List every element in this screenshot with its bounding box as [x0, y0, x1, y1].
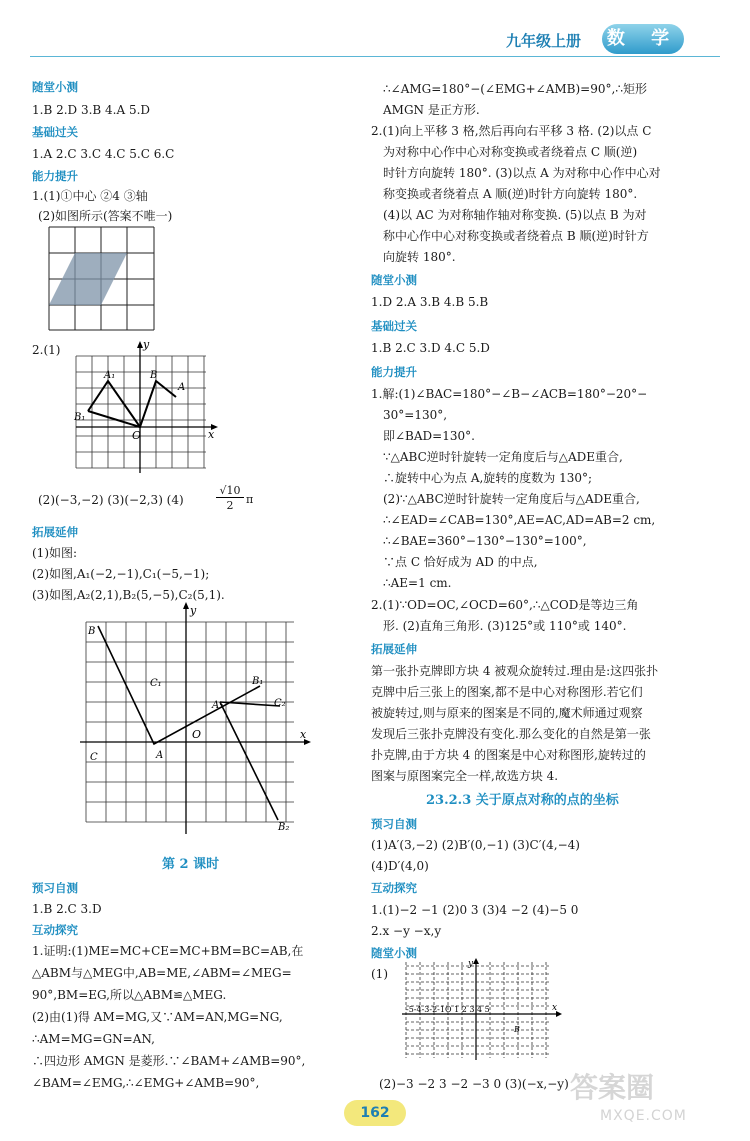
- axis-label-x: x: [208, 428, 215, 441]
- lesson-subheading: 23.2.3 关于原点对称的点的坐标: [426, 793, 619, 808]
- answer-line: 称中心作中心对称变换或者绕着点 B 顺(逆)时针方: [383, 229, 649, 243]
- answer-line: 1.B 2.C 3.D: [32, 902, 102, 916]
- coordinate-figure-3: [80, 598, 316, 838]
- answer-line: 1.解:(1)∠BAC=180°−∠B−∠ACB=180°−20°−: [371, 387, 648, 401]
- answer-line: (2)∵△ABC逆时针旋转一定角度后与△ADE重合,: [383, 492, 640, 506]
- answer-line: (2)由(1)得 AM=MG,又∵AM=AN,MG=NG,: [32, 1010, 283, 1024]
- answer-line: 2.(1)向上平移 3 格,然后再向右平移 3 格. (2)以点 C: [371, 124, 652, 138]
- axis-label-y: y: [190, 604, 197, 617]
- answer-line: (1)A′(3,−2) (2)B′(0,−1) (3)C′(4,−4): [371, 838, 580, 852]
- answer-line: ∴AM=MG=GN=AN,: [32, 1032, 155, 1046]
- origin-label: O: [132, 429, 142, 442]
- answer-line: (1)如图:: [32, 546, 78, 560]
- answer-line: 第一张扑克牌即方块 4 被观众旋转过.理由是:这四张扑: [371, 664, 659, 678]
- answer-line: 30°=130°,: [383, 408, 448, 422]
- point-label: A₂: [212, 700, 224, 711]
- lesson-subheading: 第 2 课时: [162, 857, 220, 872]
- answer-line: ∵点 C 恰好成为 AD 的中点,: [383, 555, 538, 569]
- axis-tick-numbers: -5-4-3-2-1O 1 2 3 4 5: [406, 1005, 490, 1014]
- section-heading: 互动探究: [371, 881, 417, 895]
- answer-line: 1.A 2.C 3.C 4.C 5.C 6.C: [32, 147, 175, 161]
- point-label: B: [150, 370, 158, 381]
- answer-line: 90°,BM=EG,所以△ABM≌△MEG.: [32, 988, 227, 1002]
- point-label: B₁: [74, 412, 86, 423]
- answer-line: (2)(−3,−2) (3)(−2,3) (4): [38, 493, 184, 507]
- answer-line: ∠BAM=∠EMG,∴∠EMG+∠AMB=90°,: [32, 1076, 260, 1090]
- section-heading: 拓展延伸: [371, 642, 417, 656]
- section-heading: 随堂小测: [32, 80, 78, 94]
- coordinate-figure-2: [68, 338, 218, 478]
- header-subject-badge: 数 学: [602, 24, 684, 54]
- section-heading: 互动探究: [32, 923, 78, 937]
- point-label: B: [88, 626, 96, 637]
- origin-label: O: [192, 728, 202, 741]
- answer-line: ∴∠AMG=180°−(∠EMG+∠AMB)=90°,∴矩形: [383, 82, 647, 96]
- watermark-url: MXQE.COM: [600, 1108, 687, 1124]
- answer-line: AMGN 是正方形.: [383, 103, 480, 117]
- point-label: C₂: [274, 698, 286, 709]
- answer-line: △ABM与△MEG中,AB=ME,∠ABM=∠MEG=: [32, 966, 292, 980]
- answer-line: 1.(1)−2 −1 (2)0 3 (3)4 −2 (4)−5 0: [371, 903, 579, 917]
- point-label: C₁: [150, 678, 162, 689]
- answer-line: 发现后三张扑克牌没有变化.那么变化的自然是第一张: [371, 727, 651, 741]
- point-label: C: [90, 752, 98, 763]
- answer-line: 1.(1)①中心 ②4 ③轴: [32, 189, 148, 203]
- answer-line: ∴AE=1 cm.: [383, 576, 452, 590]
- axis-label-y: y: [468, 959, 474, 969]
- section-heading: 能力提升: [371, 365, 417, 379]
- answer-line: 即∠BAD=130°.: [383, 429, 475, 443]
- answer-line: (1): [371, 967, 388, 981]
- header-grade: 九年级上册: [506, 32, 582, 50]
- point-label: A: [178, 382, 186, 393]
- section-heading: 预习自测: [371, 817, 417, 831]
- answer-line: 2.(1): [32, 343, 61, 357]
- answer-line: 扑克牌,由于方块 4 的图案是中心对称图形,旋转过的: [371, 748, 646, 762]
- answer-line: (4)以 AC 为对称轴作轴对称变换. (5)以点 B 为对: [383, 208, 647, 222]
- answer-line: (2)如图所示(答案不唯一): [38, 209, 173, 223]
- answer-line: (4)D′(4,0): [371, 859, 429, 873]
- section-heading: 能力提升: [32, 169, 78, 183]
- answer-line: 为对称中心作中心对称变换或者绕着点 C 顺(逆): [383, 145, 638, 159]
- header-rule: [30, 56, 720, 57]
- answer-line: 时针方向旋转 180°. (3)以点 A 为对称中心作中心对: [383, 166, 661, 180]
- answer-line: ∵△ABC逆时针旋转一定角度后与△ADE重合,: [383, 450, 623, 464]
- answer-line: (2)如图,A₁(−2,−1),C₁(−5,−1);: [32, 567, 210, 581]
- fraction-numerator: √10: [216, 484, 244, 498]
- point-label: A: [156, 750, 164, 761]
- point-label: B: [514, 1025, 520, 1034]
- answer-line: 形. (2)直角三角形. (3)125°或 110°或 140°.: [383, 619, 627, 633]
- answer-line: 1.B 2.C 3.D 4.C 5.D: [371, 341, 490, 355]
- axis-label-x: x: [552, 1003, 558, 1013]
- page-number: 162: [344, 1100, 406, 1126]
- answer-line: 称变换或者绕着点 A 顺(逆)时针方向旋转 180°.: [383, 187, 638, 201]
- axis-label-y: y: [143, 338, 150, 351]
- point-label: B₂: [278, 822, 290, 833]
- answer-line: 1.B 2.D 3.B 4.A 5.D: [32, 103, 151, 117]
- coordinate-figure-4: [398, 958, 568, 1060]
- pi-symbol: π: [246, 493, 254, 506]
- answer-line: ∴四边形 AMGN 是菱形.∵∠BAM+∠AMB=90°,: [32, 1054, 306, 1068]
- fraction-denominator: 2: [226, 499, 234, 512]
- axis-label-x: x: [300, 728, 307, 741]
- watermark-logo: 答案圈: [570, 1071, 655, 1104]
- section-heading: 预习自测: [32, 881, 78, 895]
- section-heading: 基础过关: [32, 125, 78, 139]
- answer-line: (2)−3 −2 3 −2 −3 0 (3)(−x,−y): [379, 1077, 569, 1091]
- answer-line: ∴∠BAE=360°−130°−130°=100°,: [383, 534, 587, 548]
- answer-line: 克牌中后三张上的图案,都不是中心对称图形.若它们: [371, 685, 643, 699]
- section-heading: 拓展延伸: [32, 525, 78, 539]
- answer-line: ∴旋转中心为点 A,旋转的度数为 130°;: [383, 471, 593, 485]
- answer-line: 2.(1)∵OD=OC,∠OCD=60°,∴△COD是等边三角: [371, 598, 639, 612]
- point-label: B₁: [252, 676, 264, 687]
- grid-figure-parallelogram: [48, 226, 158, 332]
- section-heading: 基础过关: [371, 319, 417, 333]
- section-heading: 随堂小测: [371, 946, 417, 960]
- answer-line: (3)如图,A₂(2,1),B₂(5,−5),C₂(5,1).: [32, 588, 225, 602]
- answer-line: 被旋转过,则与原来的图案是不同的,魔术师通过观察: [371, 706, 643, 720]
- section-heading: 随堂小测: [371, 273, 417, 287]
- answer-line: 图案与原图案完全一样,故选方块 4.: [371, 769, 559, 783]
- answer-line: 向旋转 180°.: [383, 250, 456, 264]
- answer-line: 2.x −y −x,y: [371, 924, 442, 938]
- answer-line: ∴∠EAD=∠CAB=130°,AE=AC,AD=AB=2 cm,: [383, 513, 656, 527]
- answer-line: 1.证明:(1)ME=MC+CE=MC+BM=BC=AB,在: [32, 944, 304, 958]
- answer-line: 1.D 2.A 3.B 4.B 5.B: [371, 295, 489, 309]
- point-label: A₁: [104, 370, 116, 381]
